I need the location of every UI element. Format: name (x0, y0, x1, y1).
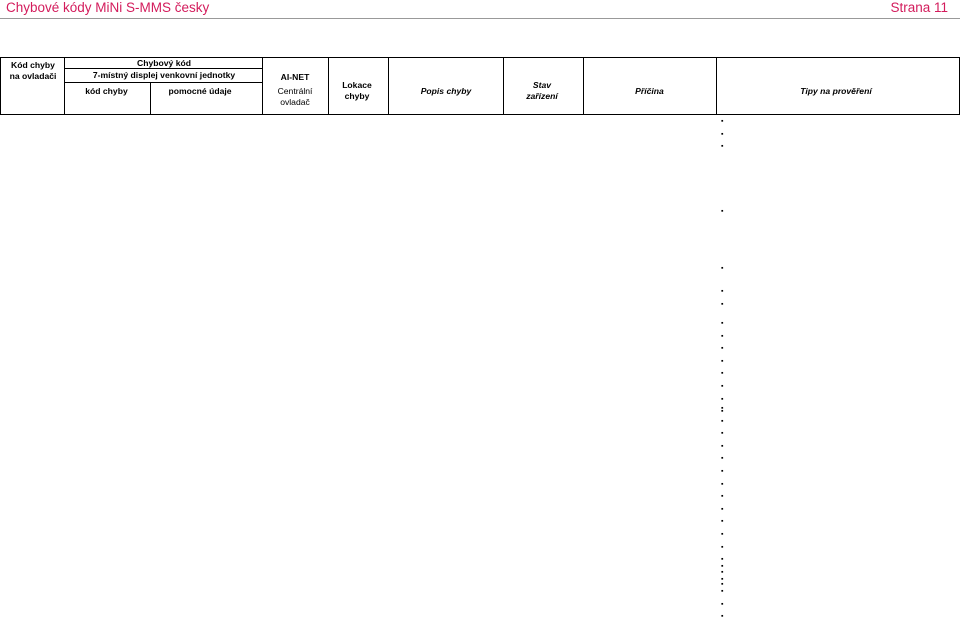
header-cause: Příčina (635, 86, 664, 96)
tip-item (721, 586, 957, 599)
header-location-line2: chyby (344, 90, 370, 101)
header-fault-code-group: Chybový kód (137, 58, 191, 68)
tip-item (721, 561, 957, 574)
header-central-remote-line2: ovladač (280, 96, 310, 107)
check-tips (721, 561, 957, 624)
tip-item (721, 516, 957, 529)
header-tips: Tipy na prověření (800, 86, 872, 96)
grid-line (0, 57, 1, 114)
grid-line (583, 57, 584, 114)
tip-item (721, 116, 957, 129)
check-tips (721, 286, 957, 311)
header-central-remote (262, 86, 328, 107)
grid-line (716, 57, 717, 114)
header-state (503, 80, 581, 101)
tip-item (721, 356, 957, 369)
grid-line (64, 68, 262, 69)
tip-item (721, 529, 957, 542)
header-aux-data: pomocné údaje (168, 86, 232, 96)
header-fault-code: kód chyby (85, 86, 128, 96)
tip-item (721, 441, 957, 454)
tip-item (721, 599, 957, 612)
tip-item (721, 343, 957, 356)
header-rule (0, 18, 960, 19)
header-ainet: AI-NET (280, 72, 310, 82)
tip-item (721, 453, 957, 466)
grid-line (503, 57, 504, 114)
tip-item (721, 286, 957, 299)
tip-item (721, 368, 957, 381)
header-location-line1: Lokace (342, 80, 372, 90)
tip-item (721, 504, 957, 517)
header-description: Popis chyby (420, 86, 472, 96)
check-tips (721, 263, 957, 276)
tip-item (721, 416, 957, 429)
grid-line (64, 57, 65, 114)
header-location (328, 80, 386, 101)
tip-item (721, 491, 957, 504)
grid-line (0, 114, 960, 115)
grid-line (328, 57, 329, 114)
header-central-remote-line1: Centrální (277, 86, 313, 96)
grid-line (388, 57, 389, 114)
tip-item (721, 129, 957, 142)
check-tips (721, 206, 957, 219)
grid-line (262, 57, 263, 114)
tip-item (721, 381, 957, 394)
grid-line (150, 82, 151, 114)
tip-item (721, 428, 957, 441)
tip-item (721, 574, 957, 587)
grid-line (64, 82, 262, 83)
header-state-line2: zařízení (526, 90, 558, 101)
tip-item (721, 331, 957, 344)
tip-item (721, 403, 957, 416)
grid-line (0, 57, 960, 58)
tip-item (721, 263, 957, 276)
document-title: Chybové kódy MiNi S-MMS česky (6, 0, 210, 15)
tip-item (721, 611, 957, 624)
check-tips (721, 116, 957, 154)
tip-item (721, 479, 957, 492)
tip-item (721, 141, 957, 154)
tip-item (721, 318, 957, 331)
tip-item (721, 299, 957, 312)
tip-item (721, 206, 957, 219)
header-state-line1: Stav (532, 80, 552, 90)
tip-item (721, 466, 957, 479)
header-remote-code-line1: Kód chyby (11, 60, 55, 70)
tip-item (721, 542, 957, 555)
header-remote-code (2, 60, 64, 81)
header-remote-code-line2: na ovladači (9, 70, 57, 81)
page-number: Strana 11 (890, 0, 948, 15)
header-outdoor-display: 7-místný displej venkovní jednotky (92, 70, 236, 80)
